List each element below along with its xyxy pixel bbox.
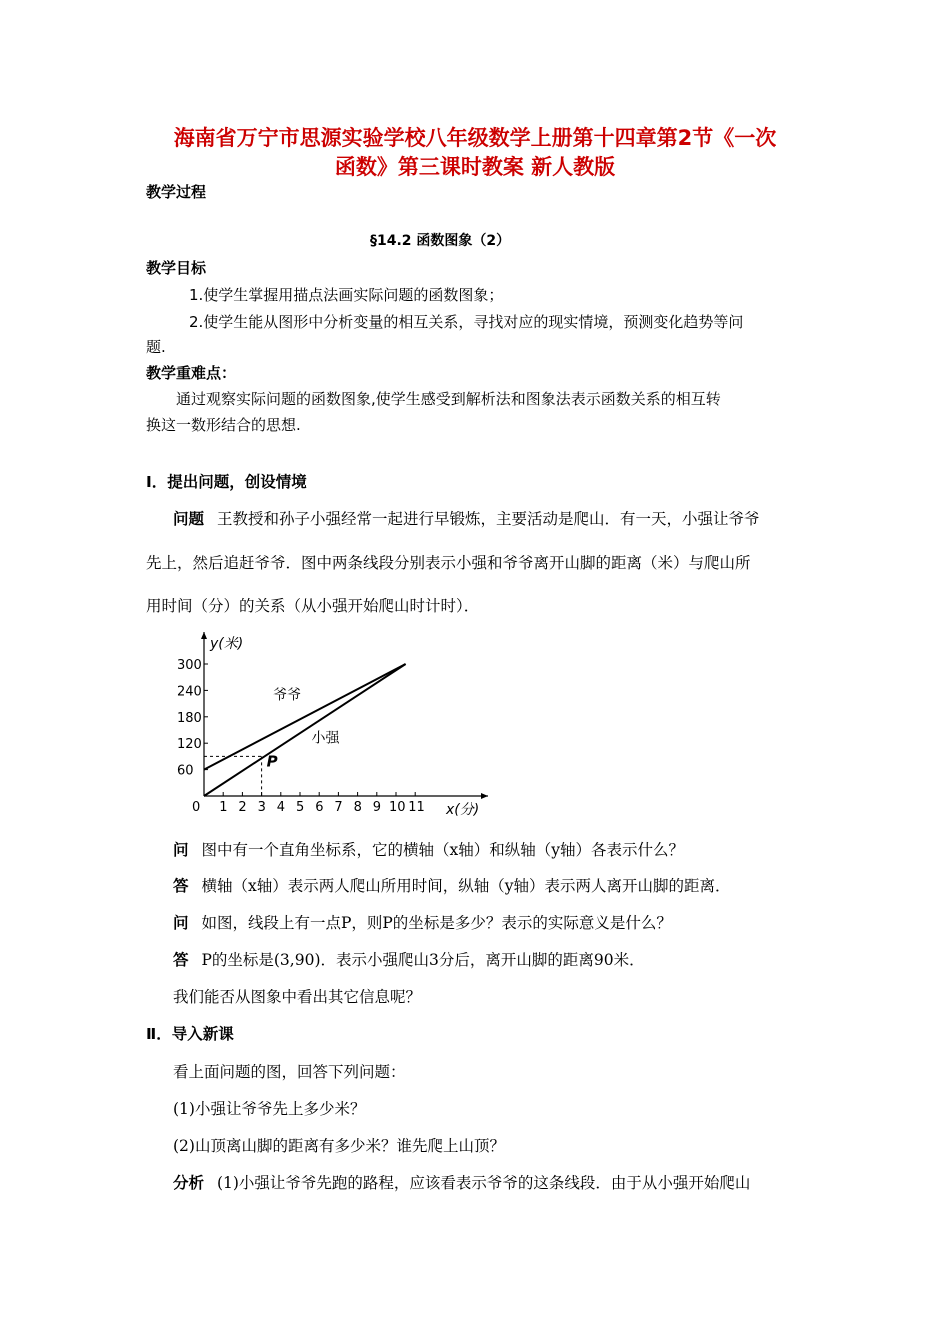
qa-a1 (173, 874, 730, 896)
qa-a2 (173, 948, 645, 970)
q2-label: 问 (173, 914, 189, 932)
part2-q2: (2)山顶离山脚的距离有多少米？谁先爬上山顶？ (173, 1137, 505, 1155)
x-axis-arrow (481, 793, 488, 799)
keypoints-text-b: 换这一数形结合的思想. (146, 416, 301, 434)
qa-more: 我们能否从图象中看出其它信息呢？ (173, 988, 422, 1006)
a2-label: 答 (173, 951, 189, 969)
a1-label: 答 (173, 877, 189, 895)
analysis-label: 分析 (173, 1174, 205, 1192)
x-tick-label: 9 (372, 800, 382, 815)
a1-text: 横轴（x轴）表示两人爬山所用时间，纵轴（y轴）表示两人离开山脚的距离． (201, 877, 731, 895)
x-tick-label: 5 (296, 800, 305, 815)
x-tick-label: 7 (334, 800, 343, 815)
x-tick-label: 3 (257, 800, 266, 815)
x-tick-label: 8 (353, 800, 362, 815)
y-tick-label: 300 (177, 658, 202, 673)
q1-text: 图中有一个直角坐标系，它的横轴（x轴）和纵轴（y轴）各表示什么？ (201, 841, 684, 859)
keypoints-heading: 教学重难点： (146, 364, 237, 382)
grandpa-label: 爷爷 (273, 687, 302, 704)
analysis-line (173, 1171, 750, 1193)
distance-time-chart (170, 628, 500, 823)
xiaoqiang-line (204, 664, 406, 796)
problem-text-a: 王教授和孙子小强经常一起进行早锻炼，主要活动是爬山．有一天，小强让爷爷 (216, 510, 760, 528)
problem-line-c: 用时间（分）的关系（从小强开始爬山时计时）． (146, 597, 480, 615)
problem-line-b: 先上，然后追赶爷爷．图中两条线段分别表示小强和爷爷离开山脚的距离（米）与爬山所 (146, 554, 751, 572)
grandpa-line (204, 664, 406, 770)
a2-text: P的坐标是(3,90)．表示小强爬山3分后，离开山脚的距离90米． (201, 951, 645, 969)
problem-line-a (173, 507, 759, 529)
y-tick-label: 180 (177, 710, 202, 726)
section-title: §14.2 函数图象（2） (370, 233, 511, 249)
analysis-text: (1)小强让爷爷先跑的路程，应该看表示爷爷的这条线段．由于从小强开始爬山 (216, 1174, 751, 1192)
qa-q1 (173, 838, 684, 860)
y-tick-label: 240 (177, 684, 202, 700)
document-title-line2: 函数》第三课时教案 新人教版 (334, 155, 616, 179)
x-tick-label: 11 (408, 800, 425, 815)
teaching-process-label: 教学过程 (146, 183, 207, 201)
q2-text: 如图，线段上有一点P，则P的坐标是多少？表示的实际意义是什么？ (201, 914, 672, 932)
x-tick-label: 4 (276, 800, 286, 815)
x-tick-label: 6 (315, 800, 324, 815)
part2-heading: Ⅱ．导入新课 (146, 1025, 234, 1043)
y-tick-label: 60 (177, 763, 194, 779)
x-tick-label: 10 (389, 800, 406, 815)
objective-item-1: 1.使学生掌握用描点法画实际问题的函数图象； (189, 286, 504, 304)
part1-heading: Ⅰ．提出问题，创设情境 (146, 473, 307, 491)
y-tick-label: 120 (177, 737, 202, 753)
x-axis-label: x(分) (446, 802, 480, 818)
qa-q2 (173, 911, 672, 933)
part2-q1: (1)小强让爷爷先上多少米？ (173, 1100, 366, 1118)
point-p-label: P (266, 752, 278, 771)
keypoints-text-a: 通过观察实际问题的函数图象,使学生感受到解析法和图象法表示函数关系的相互转 (176, 390, 721, 408)
objective-item-2a: 2.使学生能从图形中分析变量的相互关系，寻找对应的现实情境，预测变化趋势等问 (189, 313, 744, 331)
part2-intro: 看上面问题的图，回答下列问题： (173, 1063, 406, 1081)
y-axis-arrow (201, 632, 207, 639)
x-tick-label: 1 (219, 800, 228, 815)
q1-label: 问 (173, 841, 189, 859)
xiaoqiang-label: 小强 (311, 730, 340, 747)
objective-item-2b: 题. (146, 338, 166, 356)
x-tick-label: 2 (238, 800, 247, 815)
y-axis-label: y(米) (210, 636, 244, 652)
objectives-heading: 教学目标 (146, 259, 207, 277)
x-tick-label: 0 (192, 800, 201, 815)
document-title-line1: 海南省万宁市思源实验学校八年级数学上册第十四章第2节《一次 (173, 126, 777, 150)
problem-label: 问题 (173, 510, 205, 528)
